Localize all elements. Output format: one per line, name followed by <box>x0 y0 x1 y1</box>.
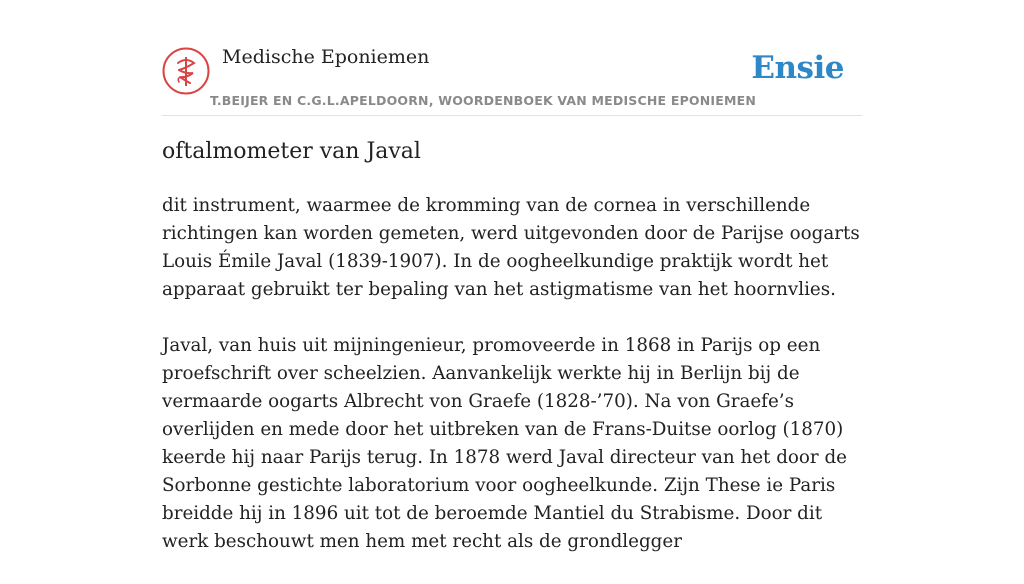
caduceus-icon[interactable] <box>162 47 210 95</box>
article-paragraph: dit instrument, waarmee de kromming van de cornea in verschillende richtingen kan worden gemeten, werd uitgevonden door de Parijse oogarts Louis Émile Javal (1839-1907). In de oogheelkundige praktijk wordt het apparaat gebruikt ter bepaling van het astigmatisme van het hoornvlies. <box>162 195 860 300</box>
brand-logo[interactable]: Ensie <box>751 50 844 86</box>
article-paragraph: Javal, van huis uit mijningenieur, promoveerde in 1868 in Parijs op een proefschrift over scheelzien. Aanvankelijk werkte hij in Berlijn bij de vermaarde oogarts Albrecht von Graefe (1828-’70). Na von Graefe’s overlijden en mede door het uitbreken van de Frans-Duitse oorlog (1870) keerde hij naar Parijs terug. In 1878 werd Javal directeur van het door de Sorbonne gestichte laboratorium voor oogheelkunde. Zijn These ie Paris breidde hij in 1896 uit tot de beroemde Mantiel du Strabisme. Door dit werk beschouwt men hem met recht als de grondlegger <box>162 335 847 552</box>
article-body <box>162 192 868 584</box>
source-title[interactable]: Medische Eponiemen <box>222 46 430 68</box>
source-subtitle[interactable]: T.BEIJER EN C.G.L.APELDOORN, WOORDENBOEK VAN MEDISCHE EPONIEMEN <box>210 93 757 108</box>
article-title: oftalmometer van Javal <box>162 139 421 164</box>
site-header <box>162 44 862 116</box>
